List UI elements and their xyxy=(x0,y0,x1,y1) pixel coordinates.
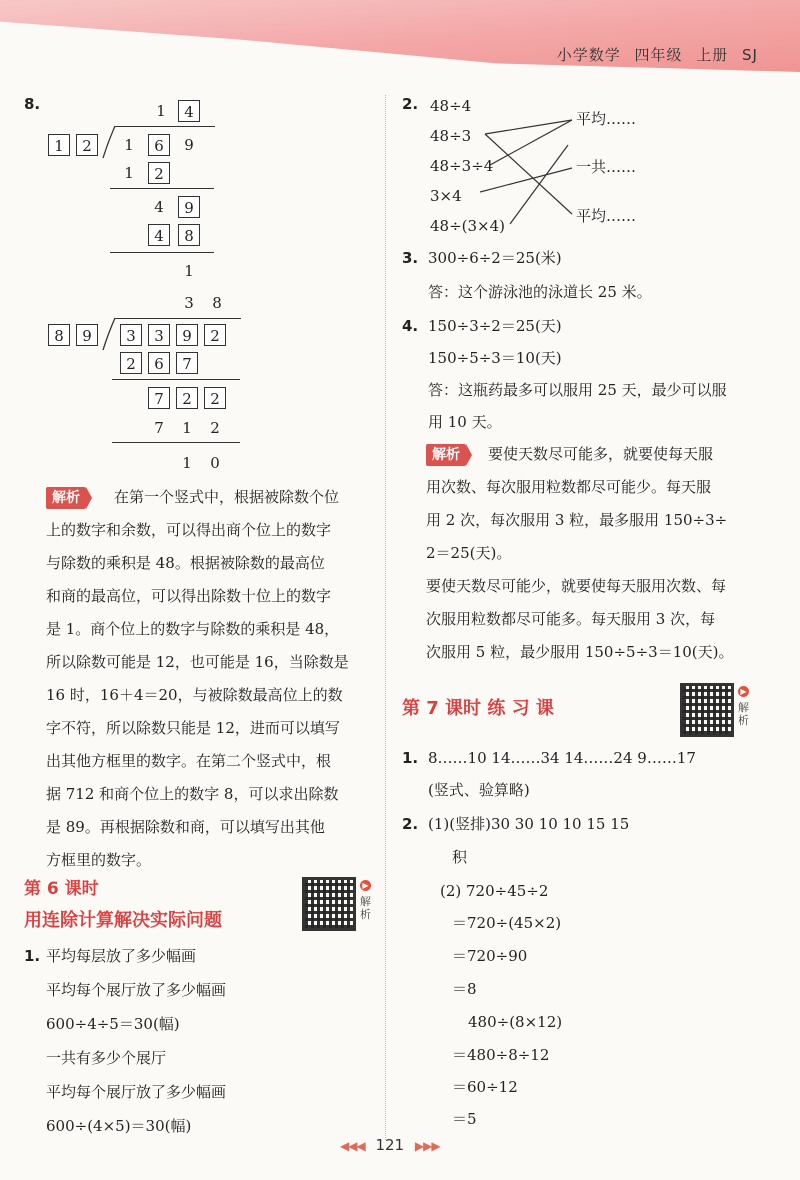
q8-div2-divisor-box: 8 xyxy=(48,324,70,346)
lesson6-q1-line: 600÷(4×5)＝30(幅) xyxy=(46,1117,192,1135)
q8-div2-step-box: 2 xyxy=(176,387,198,409)
q8-div1-step-box: 8 xyxy=(178,224,200,246)
q8-div2-step-digit: 7 xyxy=(154,419,164,437)
lesson7-q2-line: ＝5 xyxy=(452,1110,477,1128)
q2-left-item: 48÷3 xyxy=(430,127,472,145)
q4-analysis-tag: 解析 xyxy=(426,444,466,466)
q2-label: 2. xyxy=(402,95,419,113)
lesson6-q1-line: 600÷4÷5＝30(幅) xyxy=(46,1015,180,1033)
column-divider xyxy=(385,95,386,1140)
analysis-line: 用 2 次，每次服用 3 粒，最多服用 150÷3÷ xyxy=(426,511,728,529)
analysis-line: 与除数的乘积是 48。根据被除数的最高位 xyxy=(46,554,325,572)
q8-analysis-tag: 解析 xyxy=(46,487,86,509)
page-number: 121 xyxy=(375,1136,405,1154)
lesson7-q2-line: ＝480÷8÷12 xyxy=(452,1046,550,1064)
analysis-line: 次服用 5 粒，最少服用 150÷5÷3＝10(天)。 xyxy=(426,643,734,661)
q8-div1-remainder: 1 xyxy=(184,262,194,280)
q4-label: 4. xyxy=(402,317,419,335)
q8-div2-step-box: 2 xyxy=(120,352,142,374)
lesson7-q2-line: 积 xyxy=(452,848,468,866)
q8-div2-dividend-box: 3 xyxy=(148,324,170,346)
play-icon: ▶ xyxy=(360,880,371,891)
analysis-line: 2＝25(天)。 xyxy=(426,544,512,562)
q8-div2-quotient-digit: 3 xyxy=(184,294,194,312)
q8-div2-line xyxy=(112,442,240,443)
lesson7-q2-line: ＝720÷(45×2) xyxy=(452,914,562,932)
lesson7-q1-line: (竖式、验算略) xyxy=(428,781,530,799)
prev-arrows-icon: ◀◀◀ xyxy=(340,1139,365,1153)
q8-div1-quotient-digit: 1 xyxy=(156,102,166,120)
q8-div2-remainder-digit: 0 xyxy=(210,454,220,472)
lesson7-q2-line: ＝8 xyxy=(452,980,477,998)
q3-label: 3. xyxy=(402,249,419,267)
lesson6-title: 第 6 课时 xyxy=(24,879,99,899)
q8-div1-step-box: 9 xyxy=(178,196,200,218)
analysis-line: 所以除数可能是 12，也可能是 16，当除数是 xyxy=(46,653,349,671)
q2-matching-lines xyxy=(480,110,580,230)
analysis-line: 出其他方框里的数字。在第二个竖式中，根 xyxy=(46,752,332,770)
analysis-line: 和商的最高位，可以得出除数十位上的数字 xyxy=(46,587,332,605)
q3-line: 300÷6÷2＝25(米) xyxy=(428,249,562,267)
lesson7-title: 第 7 课时 练 习 课 xyxy=(402,698,554,719)
q8-div2-remainder-digit: 1 xyxy=(182,454,192,472)
q2-left-item: 3×4 xyxy=(430,187,462,205)
lesson6-subtitle: 用连除计算解决实际问题 xyxy=(24,910,222,931)
q8-div1-bracket-curve xyxy=(100,124,120,160)
q8-div2-step-box: 7 xyxy=(148,387,170,409)
lesson7-qr-label: 解析 xyxy=(738,701,749,727)
lesson6-qr-code[interactable] xyxy=(302,877,356,931)
q8-div1-line xyxy=(110,188,214,189)
q8-div1-divisor-box: 2 xyxy=(76,134,98,156)
q8-div2-step-box: 2 xyxy=(204,387,226,409)
analysis-line: 上的数字和余数，可以得出商个位上的数字 xyxy=(46,521,332,539)
lesson6-q1-line: 一共有多少个展厅 xyxy=(46,1049,167,1067)
lesson6-q1-line: 平均每个展厅放了多少幅画 xyxy=(46,1083,227,1101)
q8-div1-step-box: 2 xyxy=(148,162,170,184)
analysis-line: 用次数、每次服用粒数都尽可能少。每天服 xyxy=(426,478,712,496)
q8-div1-divisor-box: 1 xyxy=(48,134,70,156)
lesson7-q2-label: 2. xyxy=(402,815,419,833)
q8-div2-line xyxy=(112,379,240,380)
lesson7-q2-line: (1)(竖排)30 30 10 10 15 15 xyxy=(428,815,630,833)
q8-div1-step-digit: 4 xyxy=(154,198,164,216)
q8-label: 8. xyxy=(24,95,41,113)
q8-div2-step-box: 6 xyxy=(148,352,170,374)
q2-right-item: 一共…… xyxy=(576,158,637,176)
q8-div2-dividend-box: 3 xyxy=(120,324,142,346)
q2-right-item: 平均…… xyxy=(576,207,637,225)
q4-analysis-text xyxy=(426,438,788,669)
lesson7-qr-code[interactable] xyxy=(680,683,734,737)
analysis-line: 是 89。再根据除数和商，可以填写出其他 xyxy=(46,818,325,836)
lesson6-q1-line: 平均每个展厅放了多少幅画 xyxy=(46,981,227,999)
q8-div1-line xyxy=(110,252,214,253)
q4-line: 150÷3÷2＝25(天) xyxy=(428,317,562,335)
lesson7-q2-line: (2) 720÷45÷2 xyxy=(440,882,549,900)
analysis-line: 据 712 和商个位上的数字 8，可以求出除数 xyxy=(46,785,339,803)
q8-div1-dividend-box: 6 xyxy=(148,134,170,156)
next-arrows-icon: ▶▶▶ xyxy=(414,1139,440,1153)
lesson7-q1-line: 8……10 14……34 14……24 9……17 xyxy=(428,749,696,767)
q2-left-item: 48÷3÷4 xyxy=(430,157,494,175)
q8-div1-step-box: 4 xyxy=(148,224,170,246)
q8-div2-step-digit: 2 xyxy=(210,419,220,437)
lesson7-q2-line: 480÷(8×12) xyxy=(468,1013,563,1031)
lesson6-qr-label: 解析 xyxy=(360,895,371,921)
q2-right-item: 平均…… xyxy=(576,110,637,128)
analysis-line: 在第一个竖式中，根据被除数个位 xyxy=(114,488,340,506)
q8-div2-bracket-curve xyxy=(100,316,120,352)
lesson7-q1-label: 1. xyxy=(402,749,419,767)
analysis-line: 字不符，所以除数只能是 12，进而可以填写 xyxy=(46,719,340,737)
q8-div1-step-digit: 1 xyxy=(124,164,134,182)
q8-div1-dividend-digit: 1 xyxy=(124,136,134,154)
q8-div2-dividend-box: 2 xyxy=(204,324,226,346)
q8-div2-divisor-box: 9 xyxy=(76,324,98,346)
q8-div1-dividend-digit: 9 xyxy=(184,136,194,154)
q8-div2-bracket-top xyxy=(115,318,241,319)
lesson6-q1-label: 1. xyxy=(24,947,41,965)
q3-line: 答：这个游泳池的泳道长 25 米。 xyxy=(428,283,652,301)
q8-div2-dividend-box: 9 xyxy=(176,324,198,346)
analysis-line: 要使天数尽可能少，就要使每天服用次数、每 xyxy=(426,577,727,595)
play-icon: ▶ xyxy=(738,686,749,697)
lesson7-q2-line: ＝720÷90 xyxy=(452,947,528,965)
page-footer xyxy=(340,1136,440,1154)
q8-div2-quotient-digit: 8 xyxy=(212,294,222,312)
analysis-line: 是 1。商个位上的数字与除数的乘积是 48， xyxy=(46,620,340,638)
q2-left-item: 48÷4 xyxy=(430,97,472,115)
q2-left-item: 48÷(3×4) xyxy=(430,217,506,235)
analysis-line: 次服用粒数都尽可能多。每天服用 3 次，每 xyxy=(426,610,716,628)
analysis-line: 方框里的数字。 xyxy=(46,851,152,869)
analysis-line: 16 时，16＋4＝20，与被除数最高位上的数 xyxy=(46,686,343,704)
q4-line: 用 10 天。 xyxy=(428,413,502,431)
lesson6-q1-line: 平均每层放了多少幅画 xyxy=(46,947,197,965)
q8-div1-bracket-top xyxy=(115,126,215,127)
q8-div2-step-digit: 1 xyxy=(182,419,192,437)
header-title: 小学数学 四年级 上册 SJ xyxy=(556,46,758,64)
q4-line: 答：这瓶药最多可以服用 25 天，最少可以服 xyxy=(428,381,727,399)
q8-div2-step-box: 7 xyxy=(176,352,198,374)
q8-analysis-text xyxy=(46,481,376,877)
analysis-line: 要使天数尽可能多，就要使每天服 xyxy=(488,445,714,463)
q4-line: 150÷5÷3＝10(天) xyxy=(428,349,562,367)
q8-div1-quotient-box: 4 xyxy=(178,100,200,122)
lesson7-q2-line: ＝60÷12 xyxy=(452,1078,518,1096)
